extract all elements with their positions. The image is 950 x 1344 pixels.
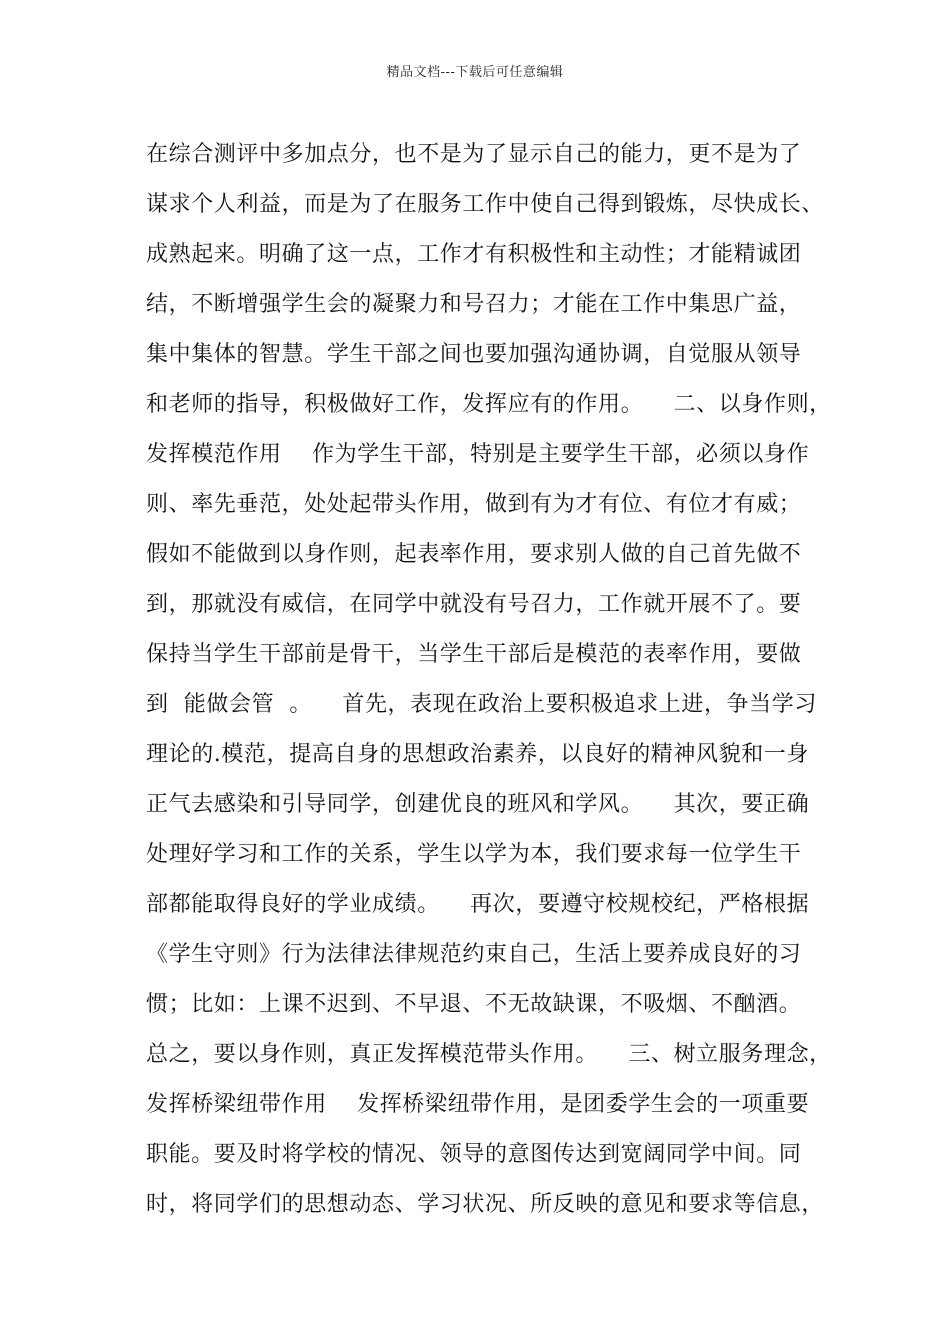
text-line: 和老师的指导，积极做好工作，发挥应有的作用。 二、以身作则， bbox=[146, 392, 832, 417]
text-line: 正气去感染和引导同学，创建优良的班风和学风。 其次，要正确 bbox=[146, 792, 810, 817]
text-line: 谋求个人利益，而是为了在服务工作中使自己得到锻炼，尽快成长、 bbox=[146, 192, 825, 217]
text-line: 处理好学习和工作的关系，学生以学为本，我们要求每一位学生干 bbox=[146, 842, 802, 867]
text-line: 到，那就没有威信，在同学中就没有号召力，工作就开展不了。要 bbox=[146, 592, 802, 617]
text-line: 集中集体的智慧。学生干部之间也要加强沟通协调，自觉服从领导 bbox=[146, 342, 802, 367]
page-header: 精品文档---下载后可任意编辑 bbox=[386, 65, 564, 80]
text-line: 假如不能做到以身作则，起表率作用，要求别人做的自己首先做不 bbox=[146, 542, 802, 567]
text-line: 到 能做会管 。 首先，表现在政治上要积极追求上进，争当学习 bbox=[146, 692, 817, 717]
text-line: 部都能取得良好的学业成绩。 再次，要遵守校规校纪，严格根据 bbox=[146, 892, 810, 917]
text-line: 惯；比如：上课不迟到、不早退、不无故缺课，不吸烟、不酗酒。 bbox=[146, 992, 802, 1017]
text-line: 理论的.模范，提高自身的思想政治素养，以良好的精神风貌和一身 bbox=[146, 742, 809, 767]
text-line: 《学生守则》行为法律法律规范约束自己，生活上要养成良好的习 bbox=[146, 942, 802, 967]
text-line: 保持当学生干部前是骨干，当学生干部后是模范的表率作用，要做 bbox=[146, 642, 802, 667]
text-line: 发挥桥梁纽带作用 发挥桥梁纽带作用，是团委学生会的一项重要 bbox=[146, 1092, 810, 1117]
text-line: 职能。要及时将学校的情况、领导的意图传达到宽阔同学中间。同 bbox=[146, 1142, 802, 1167]
text-line: 在综合测评中多加点分，也不是为了显示自己的能力，更不是为了 bbox=[146, 142, 802, 167]
text-line: 成熟起来。明确了这一点，工作才有积极性和主动性；才能精诚团 bbox=[146, 242, 802, 267]
text-line: 发挥模范作用 作为学生干部，特别是主要学生干部，必须以身作 bbox=[146, 442, 810, 467]
text-line: 总之，要以身作则，真正发挥模范带头作用。 三、树立服务理念， bbox=[146, 1042, 832, 1067]
text-line: 结，不断增强学生会的凝聚力和号召力；才能在工作中集思广益， bbox=[146, 292, 802, 317]
body-text bbox=[146, 130, 836, 1230]
text-line: 时，将同学们的思想动态、学习状况、所反映的意见和要求等信息， bbox=[146, 1192, 825, 1217]
text-line: 则、率先垂范，处处起带头作用，做到有为才有位、有位才有威； bbox=[146, 492, 802, 517]
